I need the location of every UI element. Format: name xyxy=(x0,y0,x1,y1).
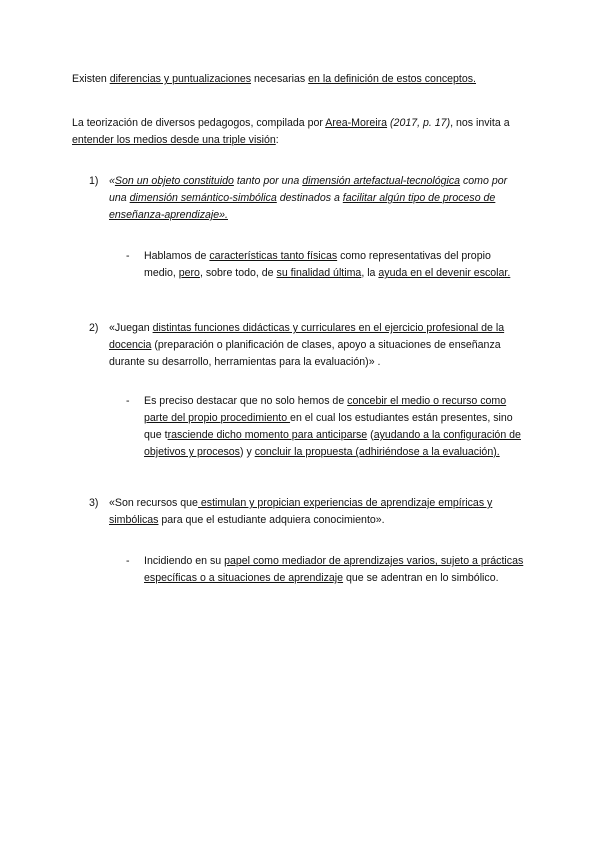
list-item-1 xyxy=(109,173,519,224)
sub-item-underlined: características tanto físicas xyxy=(209,250,338,262)
list-item-text: destinados a xyxy=(276,192,343,204)
list-item-underlined: estimulan y propician experiencias de aprendizaje empíricas y simbólicas xyxy=(109,497,493,526)
sub-item-3 xyxy=(144,553,524,587)
intro-text: necesarias xyxy=(251,73,309,85)
list-item-underlined: dimensión artefactual-tecnológica xyxy=(302,175,461,187)
sub-item-dash: - xyxy=(126,555,130,567)
list-item-text: como por una xyxy=(109,175,508,204)
list-item-underlined: dimensión semántico-simbólica xyxy=(129,192,277,204)
intro-text: Existen xyxy=(72,73,110,85)
sub-item-dash: - xyxy=(126,250,130,262)
sub-item-underlined: su finalidad última xyxy=(276,267,362,279)
list-item-underlined: Son un objeto constituido xyxy=(114,175,234,187)
sub-item-text: en el cual los estudiantes están presentes, sino que t xyxy=(144,412,513,441)
list-item-3 xyxy=(109,495,524,529)
list-number: 2) xyxy=(89,322,99,334)
intro-paragraph xyxy=(72,71,528,88)
sub-item-2 xyxy=(144,393,524,461)
sub-item-text: , sobre todo, de xyxy=(199,267,277,279)
sub-item-text: ) y xyxy=(239,446,255,458)
list-item-text: para que el estudiante adquiera conocimiento». xyxy=(158,514,385,526)
citation-reference: (2017, p. 17) xyxy=(390,117,451,129)
list-item-2 xyxy=(109,320,524,371)
list-item-text: tanto por una xyxy=(233,175,303,187)
citation-underlined-phrase: entender los medios desde una triple visión xyxy=(72,134,276,146)
citation-paragraph xyxy=(72,115,528,149)
list-item-underlined: facilitar algún tipo de proceso de enseñanza-aprendizaje». xyxy=(109,192,496,221)
list-item-text: « xyxy=(109,175,115,187)
list-item-text: «Son recursos que xyxy=(109,497,198,509)
intro-underlined-phrase: diferencias y puntualizaciones xyxy=(109,73,252,85)
sub-item-underlined: rasciende dicho momento para anticiparse xyxy=(167,429,368,441)
sub-item-underlined: ayuda en el devenir escolar. xyxy=(378,267,511,279)
sub-item-text: como representativas del propio medio, xyxy=(144,250,491,279)
sub-item-text: ( xyxy=(367,429,374,441)
sub-item-underlined: ayudando a la configuración de objetivos y procesos xyxy=(144,429,521,458)
citation-text: La teorización de diversos pedagogos, compilada por xyxy=(72,117,326,129)
sub-item-dash: - xyxy=(126,395,130,407)
list-item-underlined: distintas funciones didácticas y curriculares en el ejercicio profesional de la docencia xyxy=(109,322,505,351)
citation-author: Area-Moreira xyxy=(325,117,388,129)
sub-item-text: Incidiendo en su xyxy=(144,555,225,567)
sub-item-text: Hablamos de xyxy=(144,250,210,262)
sub-item-text: , la xyxy=(361,267,379,279)
list-item-text: «Juegan xyxy=(109,322,153,334)
sub-item-1 xyxy=(144,248,524,282)
citation-text: , nos invita a xyxy=(450,117,510,129)
list-number: 1) xyxy=(89,175,99,187)
list-item-text: (preparación o planificación de clases, apoyo a situaciones de enseñanza durante su desarrollo, herramientas para la evaluación)» . xyxy=(109,339,501,368)
sub-item-underlined: concebir el medio o recurso como parte del propio procedimiento xyxy=(144,395,507,424)
citation-text: : xyxy=(275,134,279,146)
sub-item-text: Es preciso destacar que no solo hemos de xyxy=(144,395,348,407)
list-number: 3) xyxy=(89,497,99,509)
intro-underlined-phrase: en la definición de estos conceptos. xyxy=(308,73,477,85)
sub-item-text: que se adentran en lo simbólico. xyxy=(343,572,499,584)
sub-item-underlined: pero xyxy=(178,267,200,279)
sub-item-underlined: concluir la propuesta (adhiriéndose a la evaluación). xyxy=(254,446,500,458)
sub-item-underlined: papel como mediador de aprendizajes varios, sujeto a prácticas específicas o a situaciones de aprendizaje xyxy=(144,555,524,584)
